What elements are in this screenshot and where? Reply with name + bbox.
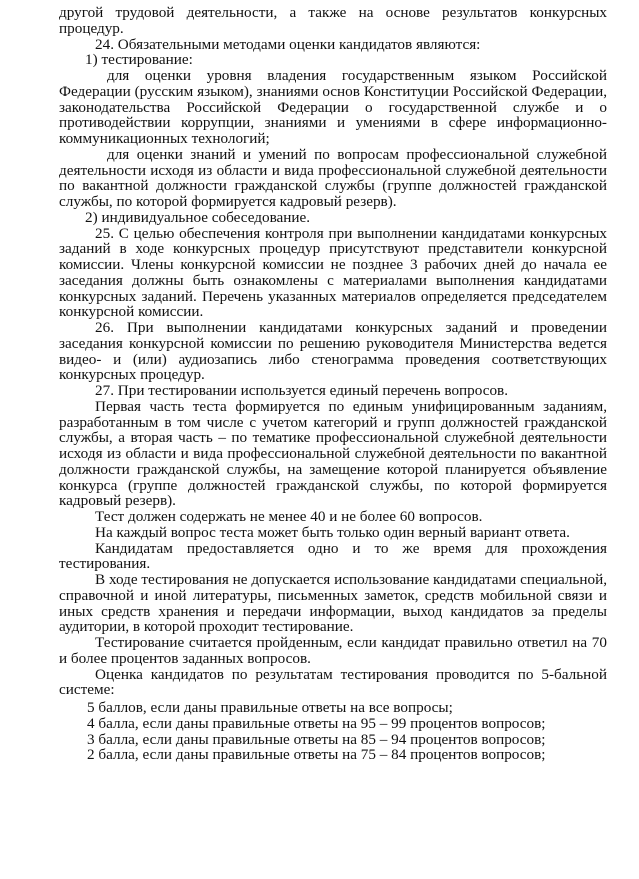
score-item-2: 2 балла, если даны правильные ответы на 75 – 84 процентов вопросов; [87, 746, 546, 764]
paragraph-pass-threshold: Тестирование считается пройденным, если кандидат правильно ответил на 70 и более процентов заданных вопросов. [59, 634, 607, 667]
paragraph-question-count: Тест должен содержать не менее 40 и не более 60 вопросов. [95, 508, 483, 525]
score-item-3: 3 балла, если даны правильные ответы на 85 – 94 процентов вопросов; [87, 730, 546, 748]
paragraph-26: 26. При выполнении кандидатами конкурсных заданий и проведении заседания конкурсной комиссии по решению руководителя Министерства ведется видео- и (или) аудиозапись либо стенограмма проведения соответствующих конкурсных процедур. [59, 319, 607, 384]
paragraph-equal-time: Кандидатам предоставляется одно и то же время для прохождения тестирования. [59, 539, 607, 573]
paragraph-24: 24. Обязательными методами оценки кандидатов являются: [95, 35, 481, 53]
paragraph-single-answer: На каждый вопрос теста может быть только один верный вариант ответа. [95, 523, 570, 541]
list-item-testing: 1) тестирование: [85, 51, 193, 69]
paragraph-25: 25. С целью обеспечения контроля при выполнении кандидатами конкурсных заданий в ходе конкурсных процедур присутствуют представители конкурсной комиссии. Члены конкурсной комиссии не позднее 3 рабочих дней до начала ее заседания должны быть ознакомлены с материалами выполнения кандидатами конкурсных заданий. Перечень указанных материалов определяется председателем конкурсной комиссии. [59, 224, 607, 321]
score-item-4: 4 балла, если даны правильные ответы на 95 – 99 процентов вопросов; [87, 714, 546, 732]
paragraph-continuation: другой трудовой деятельности, а также на основе результатов конкурсных процедур. [59, 4, 607, 37]
paragraph-test-parts: Первая часть теста формируется по единым унифицированным заданиям, разработанным в том числе с учетом категорий и групп должностей гражданской службы, а вторая часть – по тематике профессиональной служебной деятельности исходя из области и вида профессиональной служебной деятельности по вакантной должности гражданской службы, на замещение которой планируется объявление конкурса (группе должностей гражданской службы, по которой формируется кадровый резерв). [59, 397, 607, 510]
paragraph-testing-language: для оценки уровня владения государственным языком Российской Федерации (русским языком), знаниями основ Конституции Российской Федерации, законодательства Российской Федерации о государственной службе и о противодействии коррупции, знаниями и умениями в сфере информационно-коммуникационных технологий; [59, 67, 607, 147]
list-item-interview: 2) индивидуальное собеседование. [85, 208, 311, 226]
paragraph-testing-professional: для оценки знаний и умений по вопросам профессиональной служебной деятельности исходя из области и вида профессиональной служебной деятельности по вакантной должности гражданской службы (группе должностей гражданской службы, по которой формируется кадровый резерв). [59, 145, 607, 210]
paragraph-restrictions: В ходе тестирования не допускается использование кандидатами специальной, справочной и иной литературы, письменных заметок, средств мобильной связи и иных средств хранения и передачи информации, выход кандидатов за пределы аудитории, в которой проходит тестирование. [59, 571, 607, 636]
score-item-5: 5 баллов, если даны правильные ответы на все вопросы; [87, 699, 453, 716]
paragraph-27: 27. При тестировании используется единый перечень вопросов. [95, 382, 509, 399]
paragraph-scoring-system: Оценка кандидатов по результатам тестирования проводится по 5-бальной системе: [59, 665, 607, 699]
